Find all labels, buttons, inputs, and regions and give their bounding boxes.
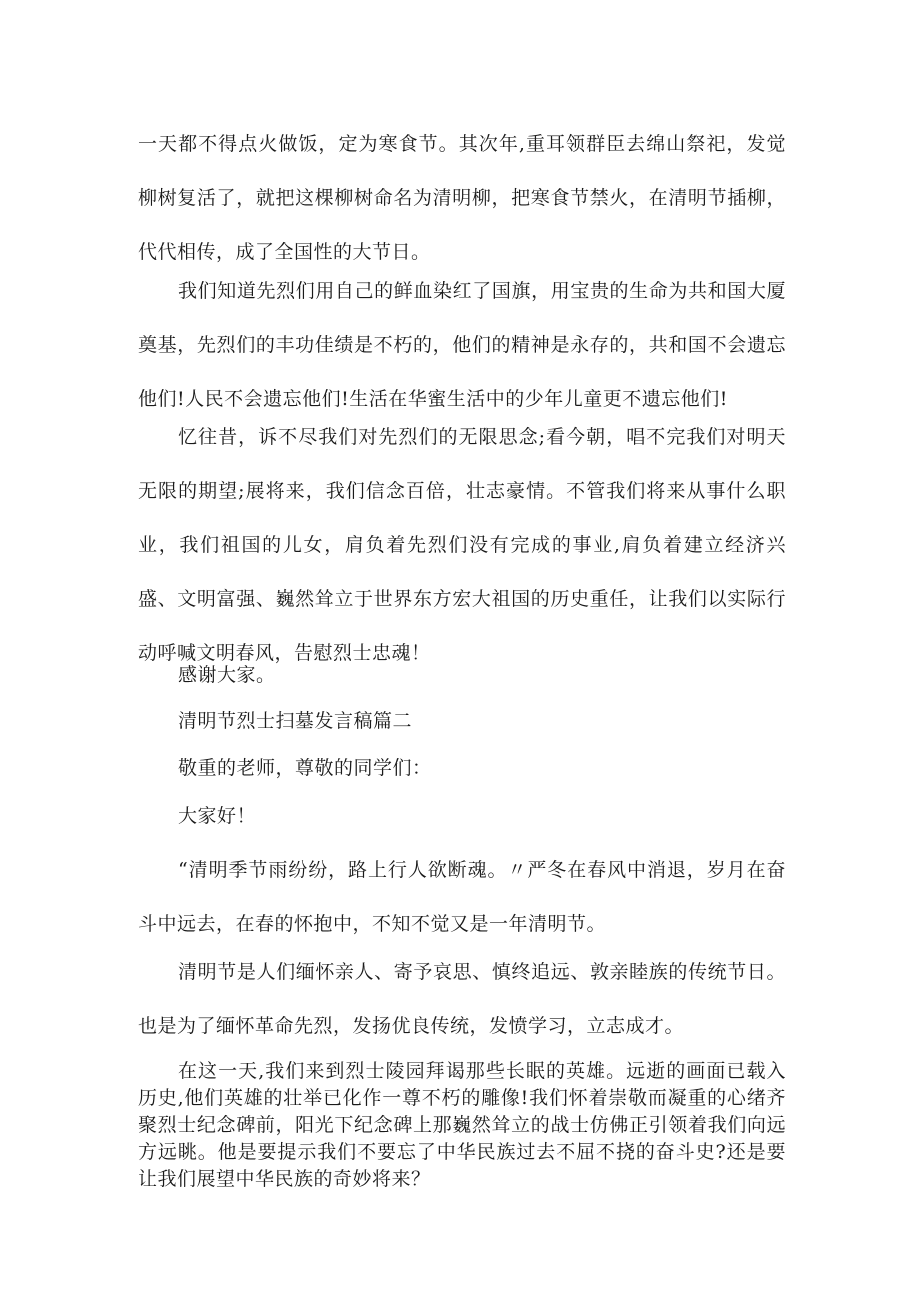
section-heading: 清明节烈士扫墓发言稿篇二	[178, 710, 413, 732]
paragraph-2: 我们知道先烈们用自己的鲜血染红了国旗，用宝贵的生命为共和国大厦奠基，先烈们的丰功佳绩是不朽的，他们的精神是永存的，共和国不会遗忘他们!人民不会遗忘他们!生活在华蜜生活中的少年儿童更不遗忘他们!	[138, 280, 786, 410]
paragraph-1: 一天都不得点火做饭，定为寒食节。其次年,重耳领群臣去绵山祭祀，发觉柳树复活了，就把这棵柳树命名为清明柳，把寒食节禁火，在清明节插柳，代代相传，成了全国性的大节日。	[138, 133, 786, 263]
paragraph-3: 忆往昔，诉不尽我们对先烈们的无限思念;看今朝，唱不完我们对明天无限的期望;展将来，我们信念百倍，壮志豪情。不管我们将来从事什么职业，我们祖国的儿女，肩负着先烈们没有完成的事业,肩负着建立经济兴盛、文明富强、巍然耸立于世界东方宏大祖国的历史重任，让我们以实际行动呼喊文明春风，告慰烈士忠魂！	[138, 426, 786, 664]
paragraph-4: 感谢大家。	[178, 664, 276, 686]
paragraph-6: 清明节是人们缅怀亲人、寄予哀思、慎终追远、敦亲睦族的传统节日。也是为了缅怀革命先烈，发扬优良传统，发愤学习，立志成才。	[138, 961, 786, 1037]
salutation: 敬重的老师，尊敬的同学们：	[178, 757, 432, 779]
paragraph-7: 在这一天,我们来到烈士陵园拜谒那些长眠的英雄。远逝的画面已载入历史,他们英雄的壮举已化作一尊不朽的雕像!我们怀着崇敬而凝重的心绪齐聚烈士纪念碑前，阳光下纪念碑上那巍然耸立的战士仿佛正引领着我们向远方远眺。他是要提示我们不要忘了中华民族过去不屈不挠的奋斗史?还是要让我们展望中华民族的奇妙将来？	[138, 1060, 786, 1190]
greeting: 大家好！	[178, 805, 257, 827]
paragraph-5: “清明季节雨纷纷，路上行人欲断魂。〃严冬在春风中消退，岁月在奋斗中远去，在春的怀抱中，不知不觉又是一年清明节。	[138, 859, 786, 935]
